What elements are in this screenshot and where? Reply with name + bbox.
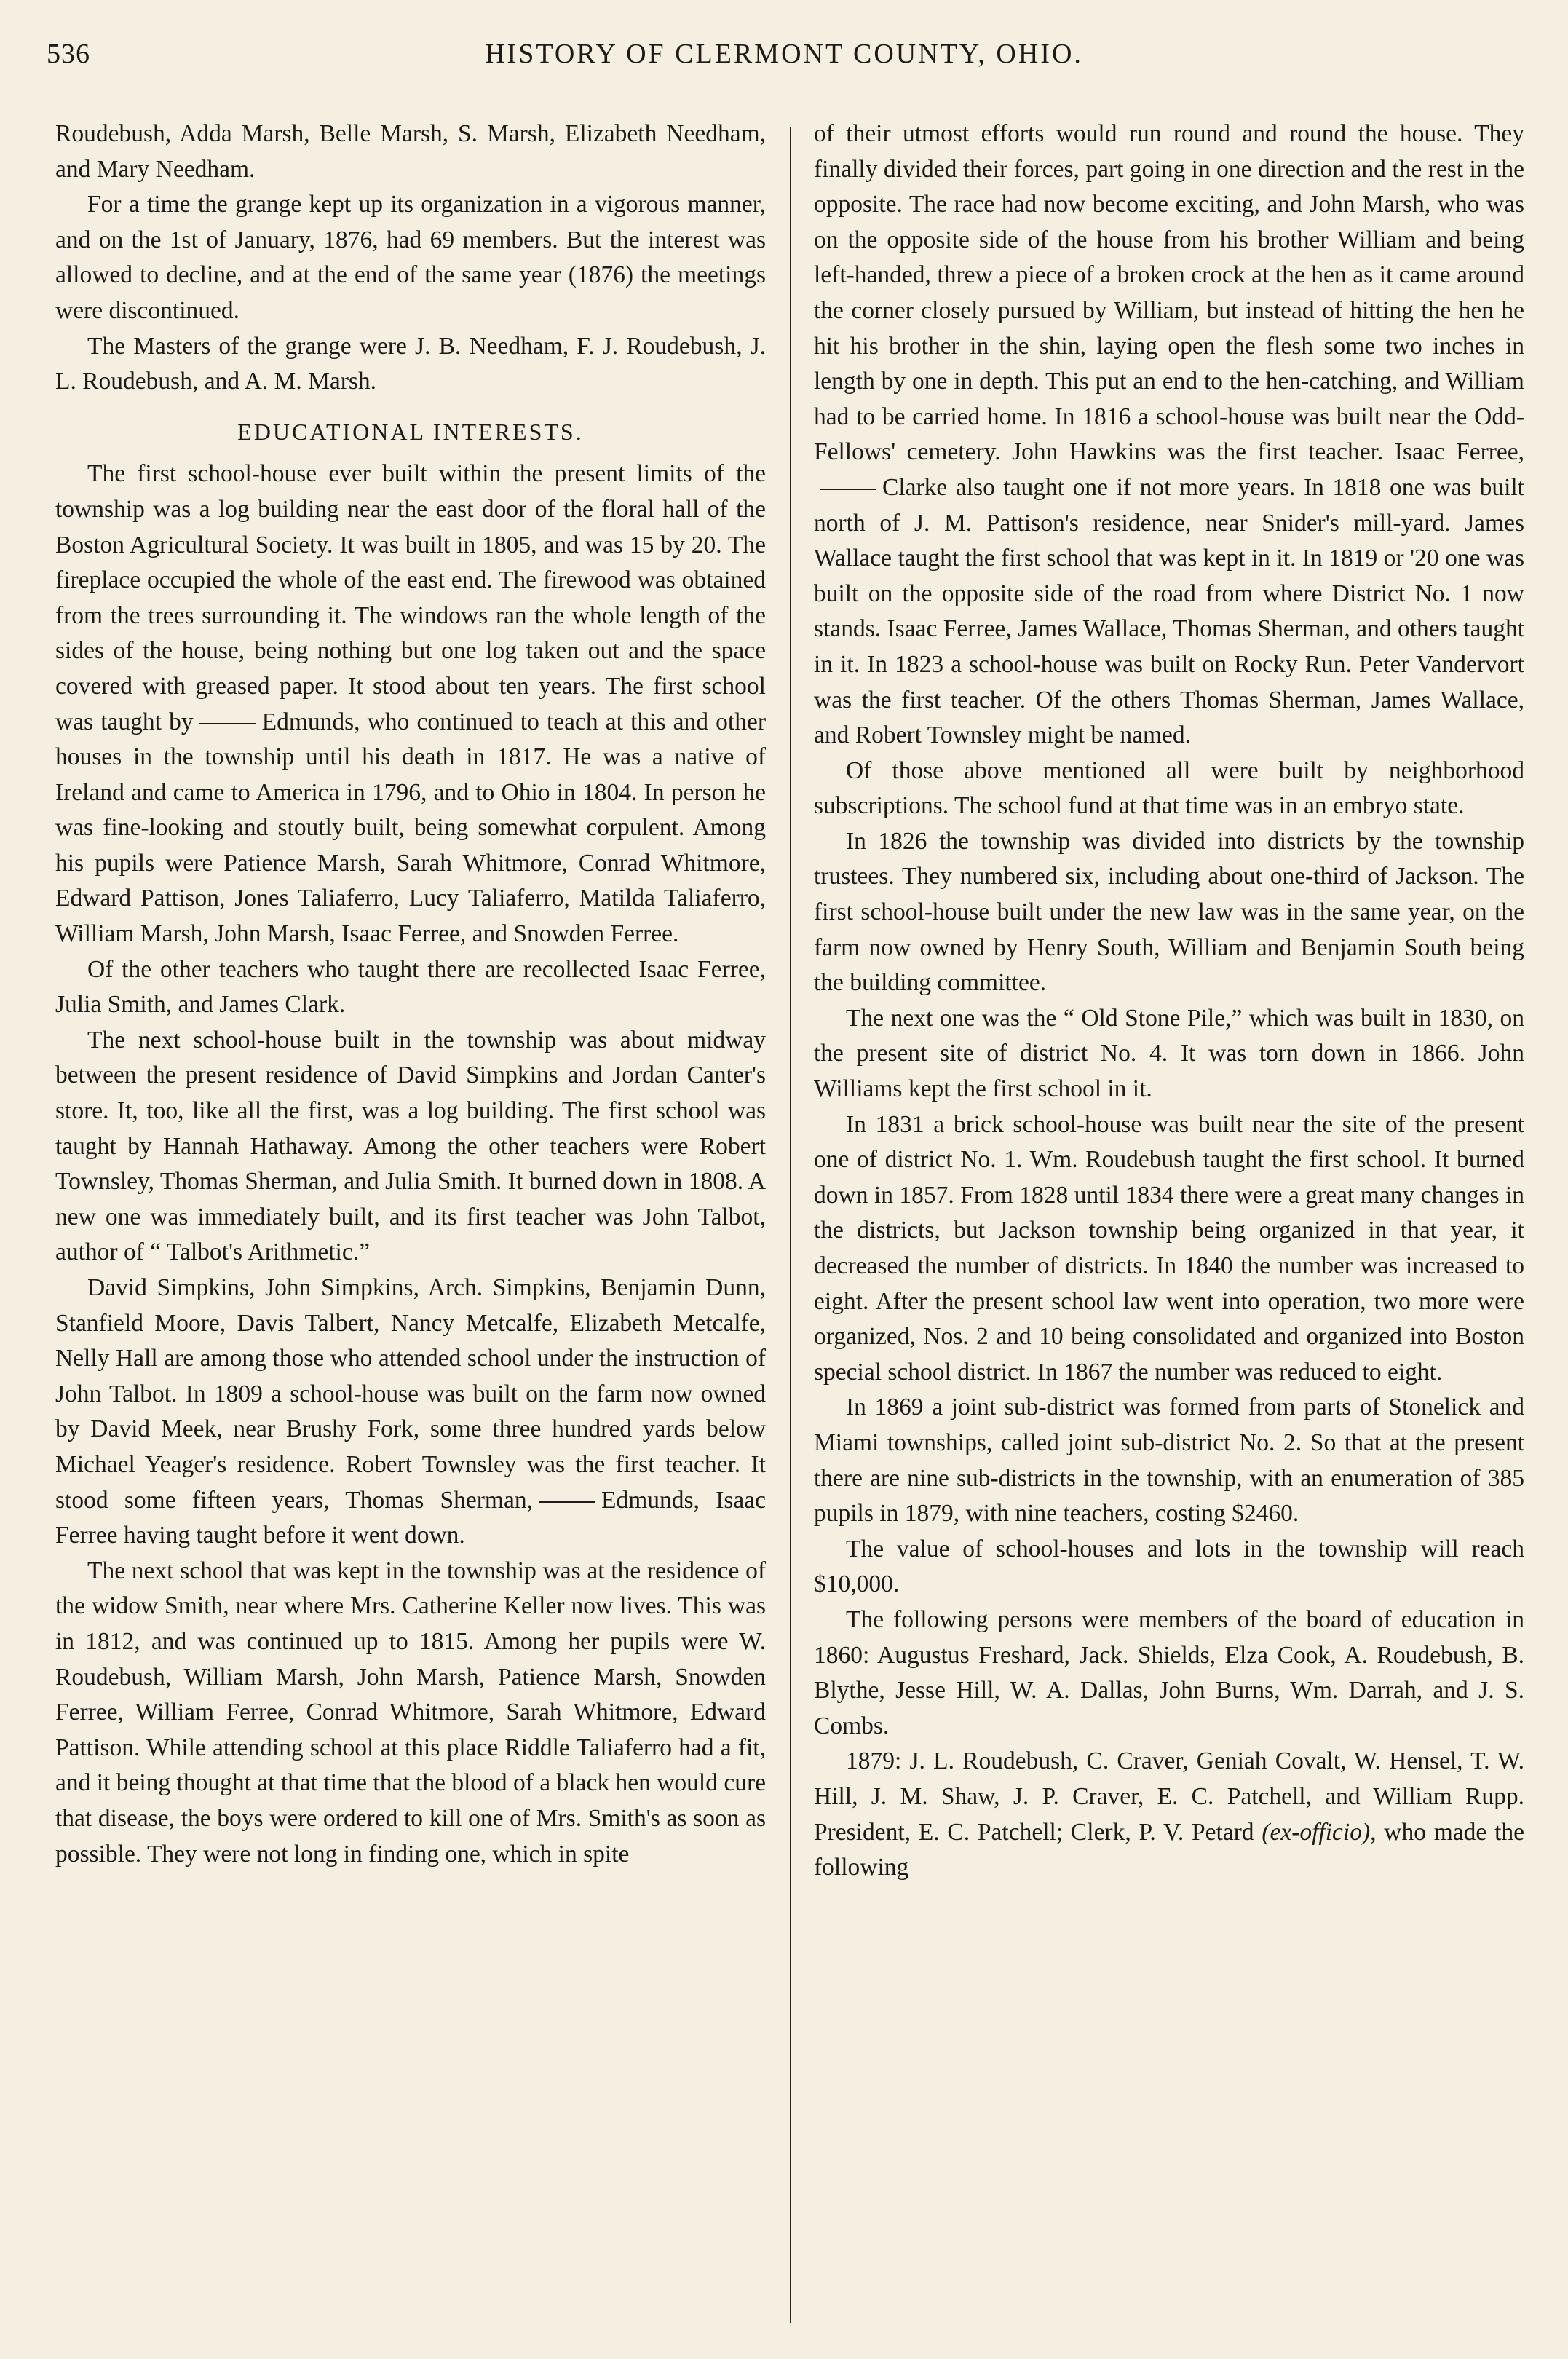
italic-text: (ex-officio) (1262, 1818, 1371, 1846)
paragraph-text: David Simpkins, John Simpkins, Arch. Simpkins, Benjamin Dunn, Stanfield Moore, Davis Talbert, Nancy Metcalfe, Elizabeth Metcalfe, Nelly Hall are among those who attended school under the instruction of John Talbot. In 1809 a school-house was built on the farm now owned by David Meek, near Brushy Fork, some three hundred yards below Michael Yeager's residence. Robert Townsley was the first teacher. It stood some fifteen years, Thomas Sherman, (55, 1274, 766, 1514)
paragraph: In 1831 a brick school-house was built near the site of the present one of district No. 1. Wm. Roudebush taught the first school. It burned down in 1857. From 1828 until 1834 there were a great many changes in the districts, but Jackson township being organized in that year, it decreased the number of districts. In 1840 the number was increased to eight. After the present school law went into operation, two more were organized, Nos. 2 and 10 being consolidated and organized into Boston special school district. In 1867 the number was reduced to eight. (814, 1110, 1524, 1386)
paragraph-text: The first school-house ever built within the present limits of the township was a log building near the east door of the floral hall of the Boston Agricultural Society. It was built in 1805, and was 15 by 20. The fireplace occupied the whole of the east end. The firewood was obtained from the trees surrounding it. The windows ran the whole length of the sides of the house, being nothing but one log taken out and the space covered with greased paper. It stood about ten years. The first school was taught by (55, 460, 766, 735)
paragraph-text: Edmunds, who continued to teach at this and other houses in the township until his death in 1817. He was a native of Ireland and came to America in 1796, and to Ohio in 1804. In person he was fine-looking and stoutly built, being somewhat corpulent. Among his pupils were Patience Marsh, Sarah Whitmore, Conrad Whitmore, Edward Pattison, Jones Taliaferro, Lucy Taliaferro, Matilda Taliaferro, William Marsh, John Marsh, Isaac Ferree, and Snowden Ferree. (55, 708, 766, 948)
paragraph: The next school that was kept in the township was at the residence of the widow Smith, near where Mrs. Catherine Keller now lives. This was in 1812, and was continued up to 1815. Among her pupils were W. Roudebush, William Marsh, John Marsh, Patience Marsh, Snowden Ferree, William Ferree, Conrad Whitmore, Sarah Whitmore, Edward Pattison. While attending school at this place Riddle Taliaferro had a fit, and it being thought at that time that the blood of a black hen would cure that disease, the boys were ordered to kill one of Mrs. Smith's as soon as possible. They were not long in finding one, which in spite (55, 1557, 766, 1868)
paragraph: The next one was the “ Old Stone Pile,” which was built in 1830, on the present site of district No. 4. It was torn down in 1866. John Williams kept the first school in it. (814, 1004, 1524, 1103)
paragraph: Of those above mentioned all were built by neighborhood subscriptions. The school fund at that time was in an embryo state. (814, 756, 1524, 820)
right-column (814, 116, 1524, 1886)
page-header (47, 38, 1521, 82)
paragraph: The next school-house built in the township was about midway between the present residence of David Simpkins and Jordan Canter's store. It, too, like all the first, was a log building. The first school was taught by Hannah Hathaway. Among the other teachers were Robert Townsley, Thomas Sherman, and Julia Smith. It burned down in 1808. A new one was immediately built, and its first teacher was John Talbot, author of “ Talbot's Arithmetic.” (55, 1026, 766, 1266)
paragraph (55, 457, 766, 952)
paragraph-text: Clarke also taught one if not more years. In 1818 one was built north of J. M. Pattison's residence, near Snider's mill-yard. James Wallace taught the first school that was kept in it. In 1819 or '20 one was built on the opposite side of the road from where District No. 1 now stands. Isaac Ferree, James Wallace, Thomas Sherman, and others taught in it. In 1823 a school-house was built on Rocky Run. Peter Vandervort was the first teacher. Of the others Thomas Sherman, James Wallace, and Robert Townsley might be named. (814, 473, 1524, 749)
section-heading: EDUCATIONAL INTERESTS. (237, 418, 584, 445)
blank-dash (820, 489, 876, 490)
paragraph (814, 1744, 1524, 1885)
blank-dash (199, 723, 256, 724)
paragraph: For a time the grange kept up its organization in a vigorous manner, and on the 1st of January, 1876, had 69 members. But the interest was allowed to decline, and at the end of the same year (1876) the meetings were discontinued. (55, 191, 766, 324)
paragraph: In 1869 a joint sub-district was formed from parts of Stonelick and Miami townships, called joint sub-district No. 2. So that at the present there are nine sub-districts in the township, with an enumeration of 385 pupils in 1879, with nine teachers, costing $2460. (814, 1394, 1524, 1528)
left-column (55, 116, 766, 1872)
paragraph: The following persons were members of the board of education in 1860: Augustus Freshard, Jack. Shields, Elza Cook, A. Roudebush, B. Blythe, Jesse Hill, W. A. Dallas, John Burns, Wm. Darrah, and J. S. Combs. (814, 1605, 1524, 1739)
paragraph-text: , who made the following (814, 1818, 1524, 1881)
paragraph: In 1826 the township was divided into districts by the township trustees. They numbered six, including about one-third of Jackson. The first school-house built under the new law was in the same year, on the farm now owned by Henry South, William and Benjamin South being the building committee. (814, 827, 1524, 997)
paragraph-text: Edmunds, Isaac Ferree having taught before it went down. (55, 1486, 766, 1549)
paragraph (55, 1271, 766, 1554)
paragraph: Of the other teachers who taught there are recollected Isaac Ferree, Julia Smith, and James Clark. (55, 955, 766, 1019)
paragraph (814, 116, 1524, 754)
page-number: 536 (47, 39, 90, 69)
paragraph-text: 1879: J. L. Roudebush, C. Craver, Geniah Covalt, W. Hensel, T. W. Hill, J. M. Shaw, J. P. Craver, E. C. Patchell, and William Rupp. President, E. C. Patchell; Clerk, P. V. Petard (814, 1747, 1524, 1846)
paragraph: The Masters of the grange were J. B. Needham, F. J. Roudebush, J. L. Roudebush, and A. M. Marsh. (55, 332, 766, 395)
paragraph: The value of school-houses and lots in the township will reach $10,000. (814, 1535, 1524, 1598)
blank-dash (539, 1501, 595, 1503)
running-title: HISTORY OF CLERMONT COUNTY, OHIO. (485, 39, 1083, 69)
paragraph: Roudebush, Adda Marsh, Belle Marsh, S. Marsh, Elizabeth Needham, and Mary Needham. (55, 120, 766, 183)
paragraph-text: of their utmost efforts would run round and round the house. They finally divided their forces, part going in one direction and the rest in the opposite. The race had now become exciting, and John Marsh, who was on the opposite side of the house from his brother William and being left-handed, threw a piece of a broken crock at the hen as it came around the corner closely pursued by William, but instead of hitting the hen he hit his brother in the shin, laying open the flesh some two inches in length by one in depth. This put an end to the hen-catching, and William had to be carried home. In 1816 a school-house was built near the Odd-Fellows' cemetery. John Hawkins was the first teacher. Isaac Ferree, (814, 120, 1524, 466)
column-divider (790, 127, 791, 2323)
